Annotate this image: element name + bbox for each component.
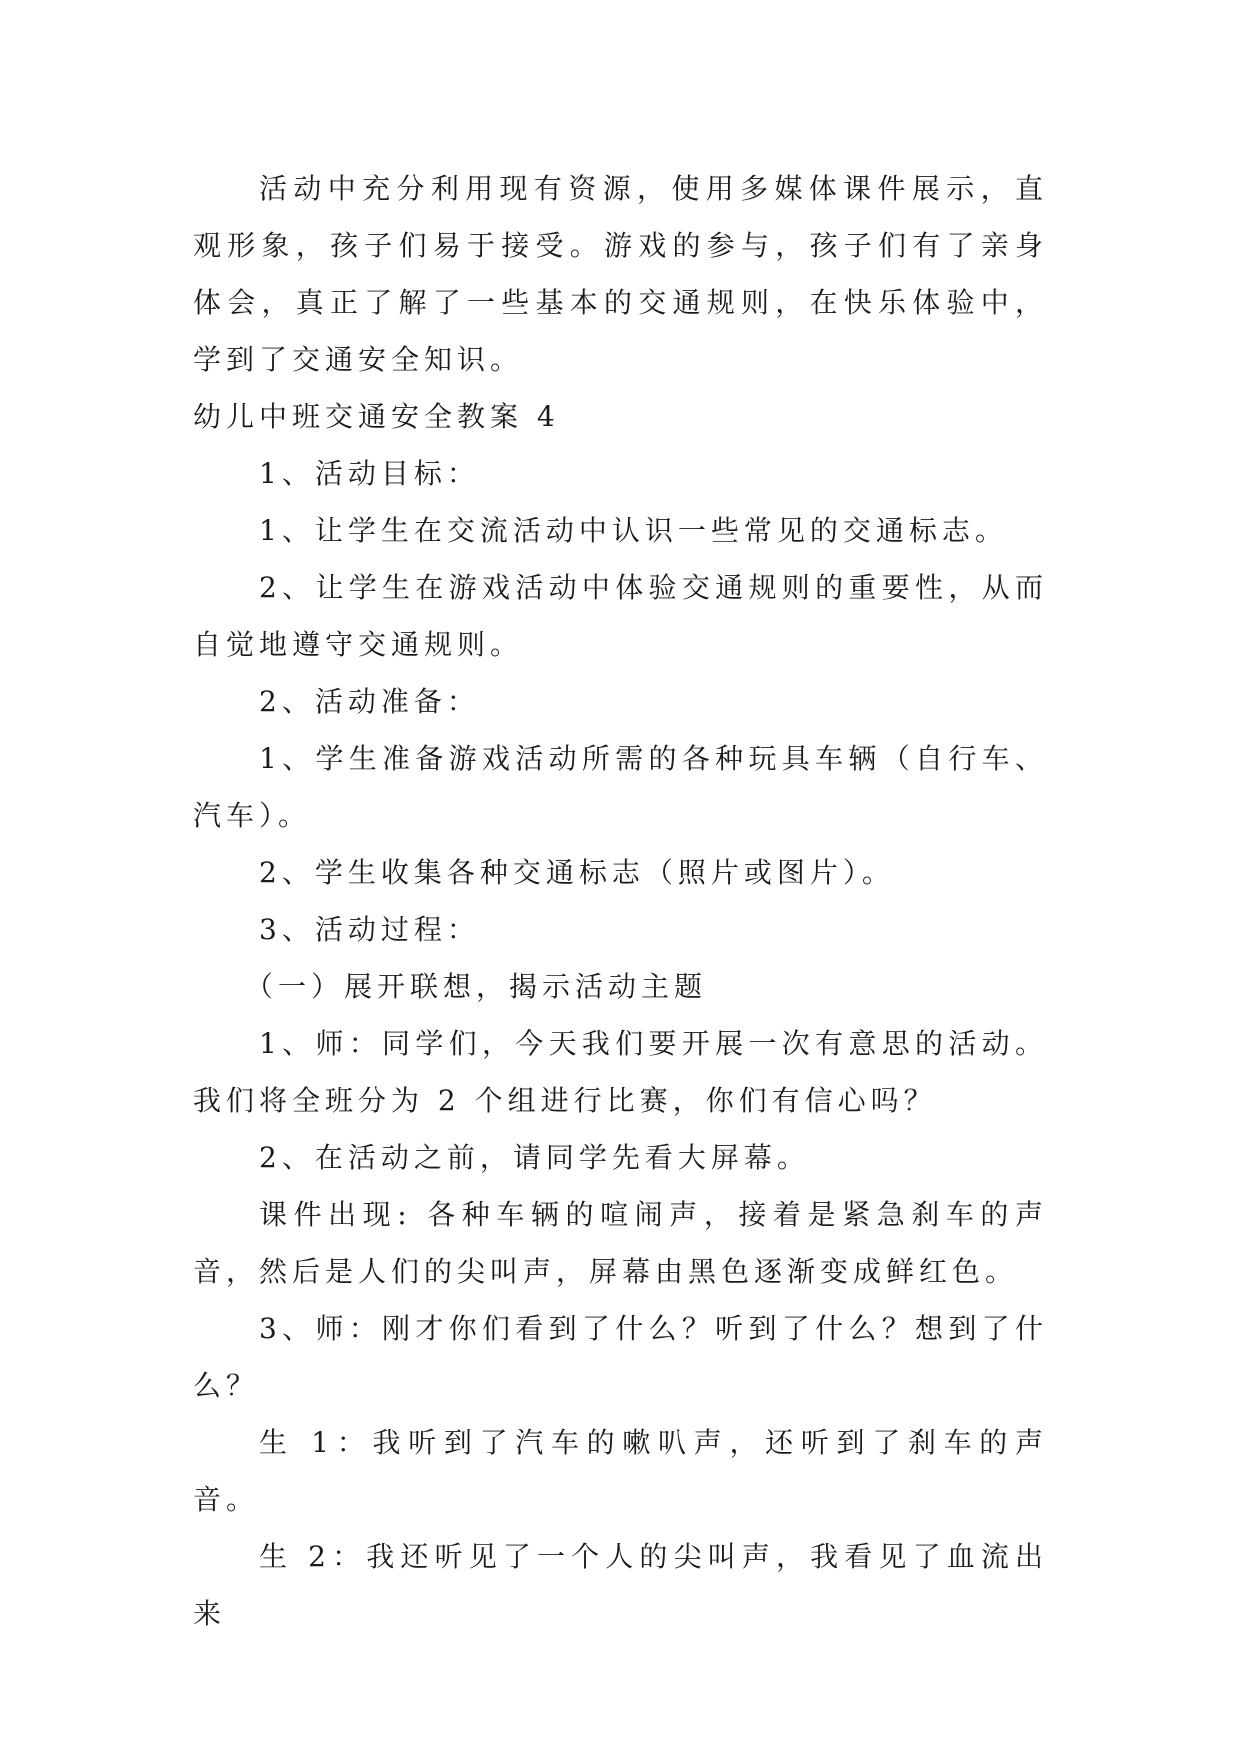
heading-preparation: 2、活动准备： xyxy=(259,685,480,718)
student-response: 生 1：我听到了汽车的嗽叭声，还听到了刹车的声音。 xyxy=(193,1426,1048,1516)
preparation-item: 2、学生收集各种交通标志（照片或图片）。 xyxy=(259,856,895,889)
process-step: 2、在活动之前，请同学先看大屏幕。 xyxy=(259,1141,810,1174)
subheading: （一）展开联想，揭示活动主题 xyxy=(245,970,708,1003)
preparation-item: 1、学生准备游戏活动所需的各种玩具车辆（自行车、汽车）。 xyxy=(193,742,1048,832)
objective-item: 1、让学生在交流活动中认识一些常见的交通标志。 xyxy=(259,514,1008,547)
process-step: 3、师：刚才你们看到了什么？听到了什么？想到了什么？ xyxy=(193,1312,1048,1402)
paragraph-summary: 活动中充分利用现有资源，使用多媒体课件展示，直观形象，孩子们易于接受。游戏的参与，孩子们有了亲身体会，真正了解了一些基本的交通规则，在快乐体验中，学到了交通安全知识。 xyxy=(193,172,1048,376)
document-body xyxy=(193,160,1048,1642)
student-response: 生 2：我还听见了一个人的尖叫声，我看见了血流出来 xyxy=(193,1540,1048,1630)
heading-objectives: 1、活动目标： xyxy=(259,457,480,490)
heading-process: 3、活动过程： xyxy=(259,913,480,946)
section-title: 幼儿中班交通安全教案 4 xyxy=(193,400,560,433)
process-step: 1、师：同学们，今天我们要开展一次有意思的活动。我们将全班分为 2 个组进行比赛，你们有信心吗？ xyxy=(193,1027,1048,1117)
objective-item: 2、让学生在游戏活动中体验交通规则的重要性，从而自觉地遵守交通规则。 xyxy=(193,571,1048,661)
courseware-description: 课件出现: 各种车辆的喧闹声，接着是紧急刹车的声音，然后是人们的尖叫声，屏幕由黑色逐渐变成鲜红色。 xyxy=(193,1198,1048,1288)
